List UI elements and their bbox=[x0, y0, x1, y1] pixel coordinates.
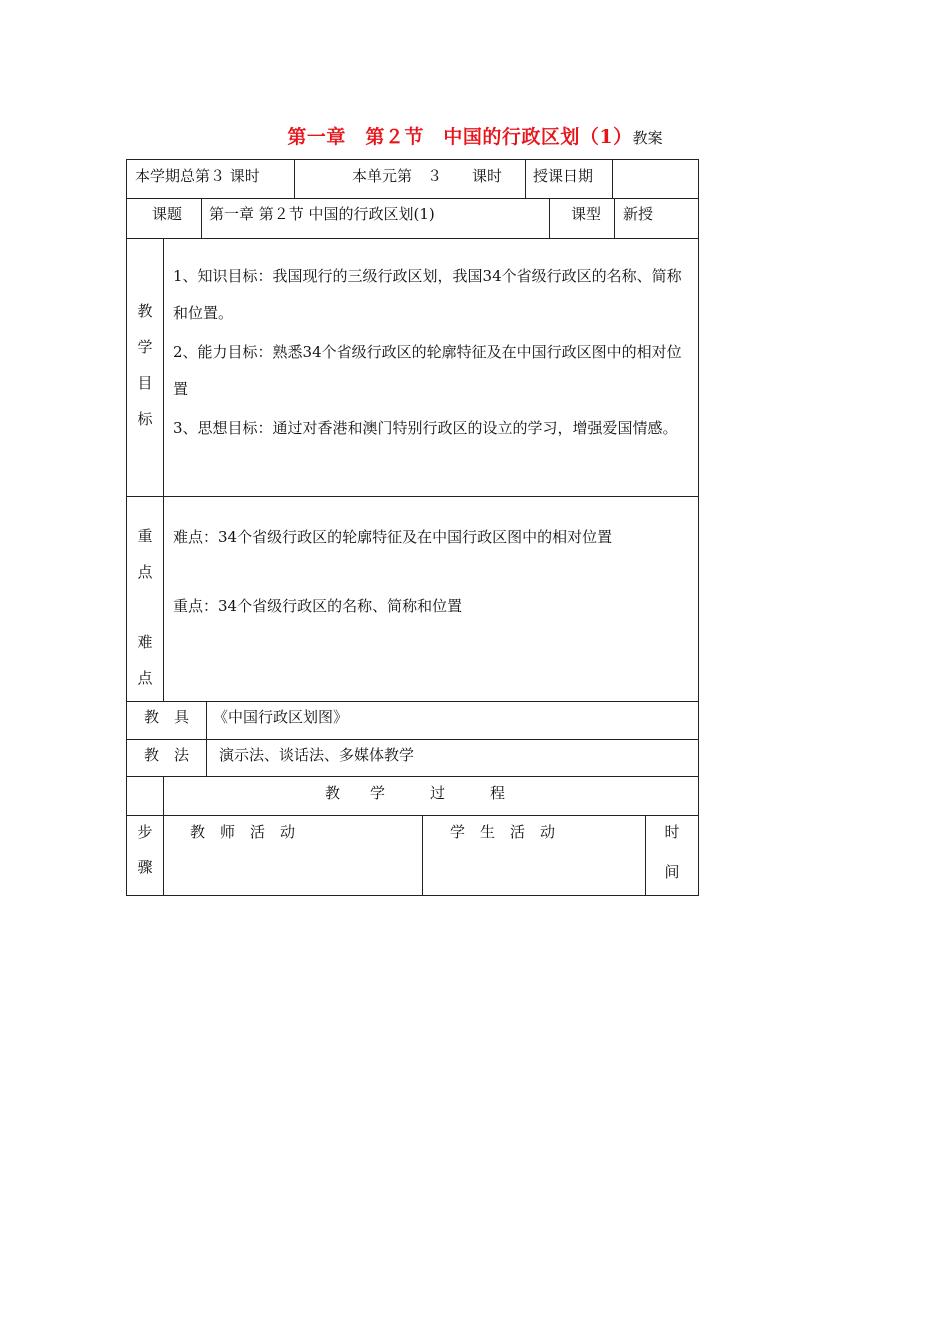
key-label-3: 难 bbox=[137, 633, 153, 651]
divider-topic-2 bbox=[549, 198, 550, 239]
process-header: 教 学 过 程 bbox=[325, 784, 506, 802]
objectives-label-2: 学 bbox=[137, 338, 153, 356]
methods-label: 教 法 bbox=[144, 746, 190, 764]
divider-time bbox=[645, 815, 646, 896]
divider-topic-1 bbox=[201, 198, 202, 239]
focus-text: 重点：34个省级行政区的名称、简称和位置 bbox=[173, 597, 463, 615]
step-label-1: 步 bbox=[137, 823, 153, 841]
type-value: 新授 bbox=[623, 205, 654, 223]
divider-tools bbox=[206, 701, 207, 740]
type-label: 课型 bbox=[571, 205, 602, 223]
objectives-label-4: 标 bbox=[137, 410, 153, 428]
divider-key-points bbox=[163, 496, 164, 702]
topic-value: 第一章 第２节 中国的行政区划(1) bbox=[209, 205, 435, 223]
divider-student bbox=[422, 815, 423, 896]
divider-topic-3 bbox=[614, 198, 615, 239]
time-label-1: 时 bbox=[664, 823, 680, 841]
step-label-2: 骤 bbox=[137, 858, 153, 876]
key-label-2: 点 bbox=[137, 563, 153, 581]
tools-value: 《中国行政区划图》 bbox=[213, 708, 349, 726]
document-title bbox=[0, 122, 950, 149]
title-main: 第一章 第２节 中国的行政区划（1） bbox=[287, 126, 633, 148]
divider-steps bbox=[163, 815, 164, 896]
objective-item: 2、能力目标：熟悉34个省级行政区的轮廓特征及在中国行政区图中的相对位置 bbox=[173, 343, 682, 398]
teacher-activity-header: 教 师 活 动 bbox=[190, 823, 296, 841]
key-label-1: 重 bbox=[137, 527, 153, 545]
tools-label: 教 具 bbox=[144, 708, 190, 726]
difficulty-text: 难点：34个省级行政区的轮廓特征及在中国行政区图中的相对位置 bbox=[173, 528, 613, 546]
cell-date-value bbox=[612, 159, 613, 199]
total-period: 本学期总第３ 课时 bbox=[135, 167, 260, 185]
divider-process-header bbox=[163, 776, 164, 816]
divider-methods bbox=[206, 739, 207, 777]
row-tools bbox=[126, 701, 699, 740]
key-label-4: 点 bbox=[137, 669, 153, 687]
date-label: 授课日期 bbox=[533, 167, 594, 185]
title-suffix: 教案 bbox=[632, 129, 663, 147]
objectives-label-3: 目 bbox=[137, 374, 153, 392]
methods-value: 演示法、谈话法、多媒体教学 bbox=[219, 746, 415, 764]
unit-period: 本单元第 ３ 课时 bbox=[352, 167, 503, 185]
objective-item: 1、知识目标：我国现行的三级行政区划，我国34个省级行政区的名称、简称和位置。 bbox=[173, 267, 682, 322]
topic-label: 课题 bbox=[152, 205, 183, 223]
objectives-label-1: 教 bbox=[137, 302, 153, 320]
time-label-2: 间 bbox=[664, 863, 680, 881]
student-activity-header: 学 生 活 动 bbox=[450, 823, 556, 841]
divider-objectives bbox=[163, 238, 164, 497]
objective-item: 3、思想目标：通过对香港和澳门特别行政区的设立的学习，增强爱国情感。 bbox=[173, 419, 678, 437]
